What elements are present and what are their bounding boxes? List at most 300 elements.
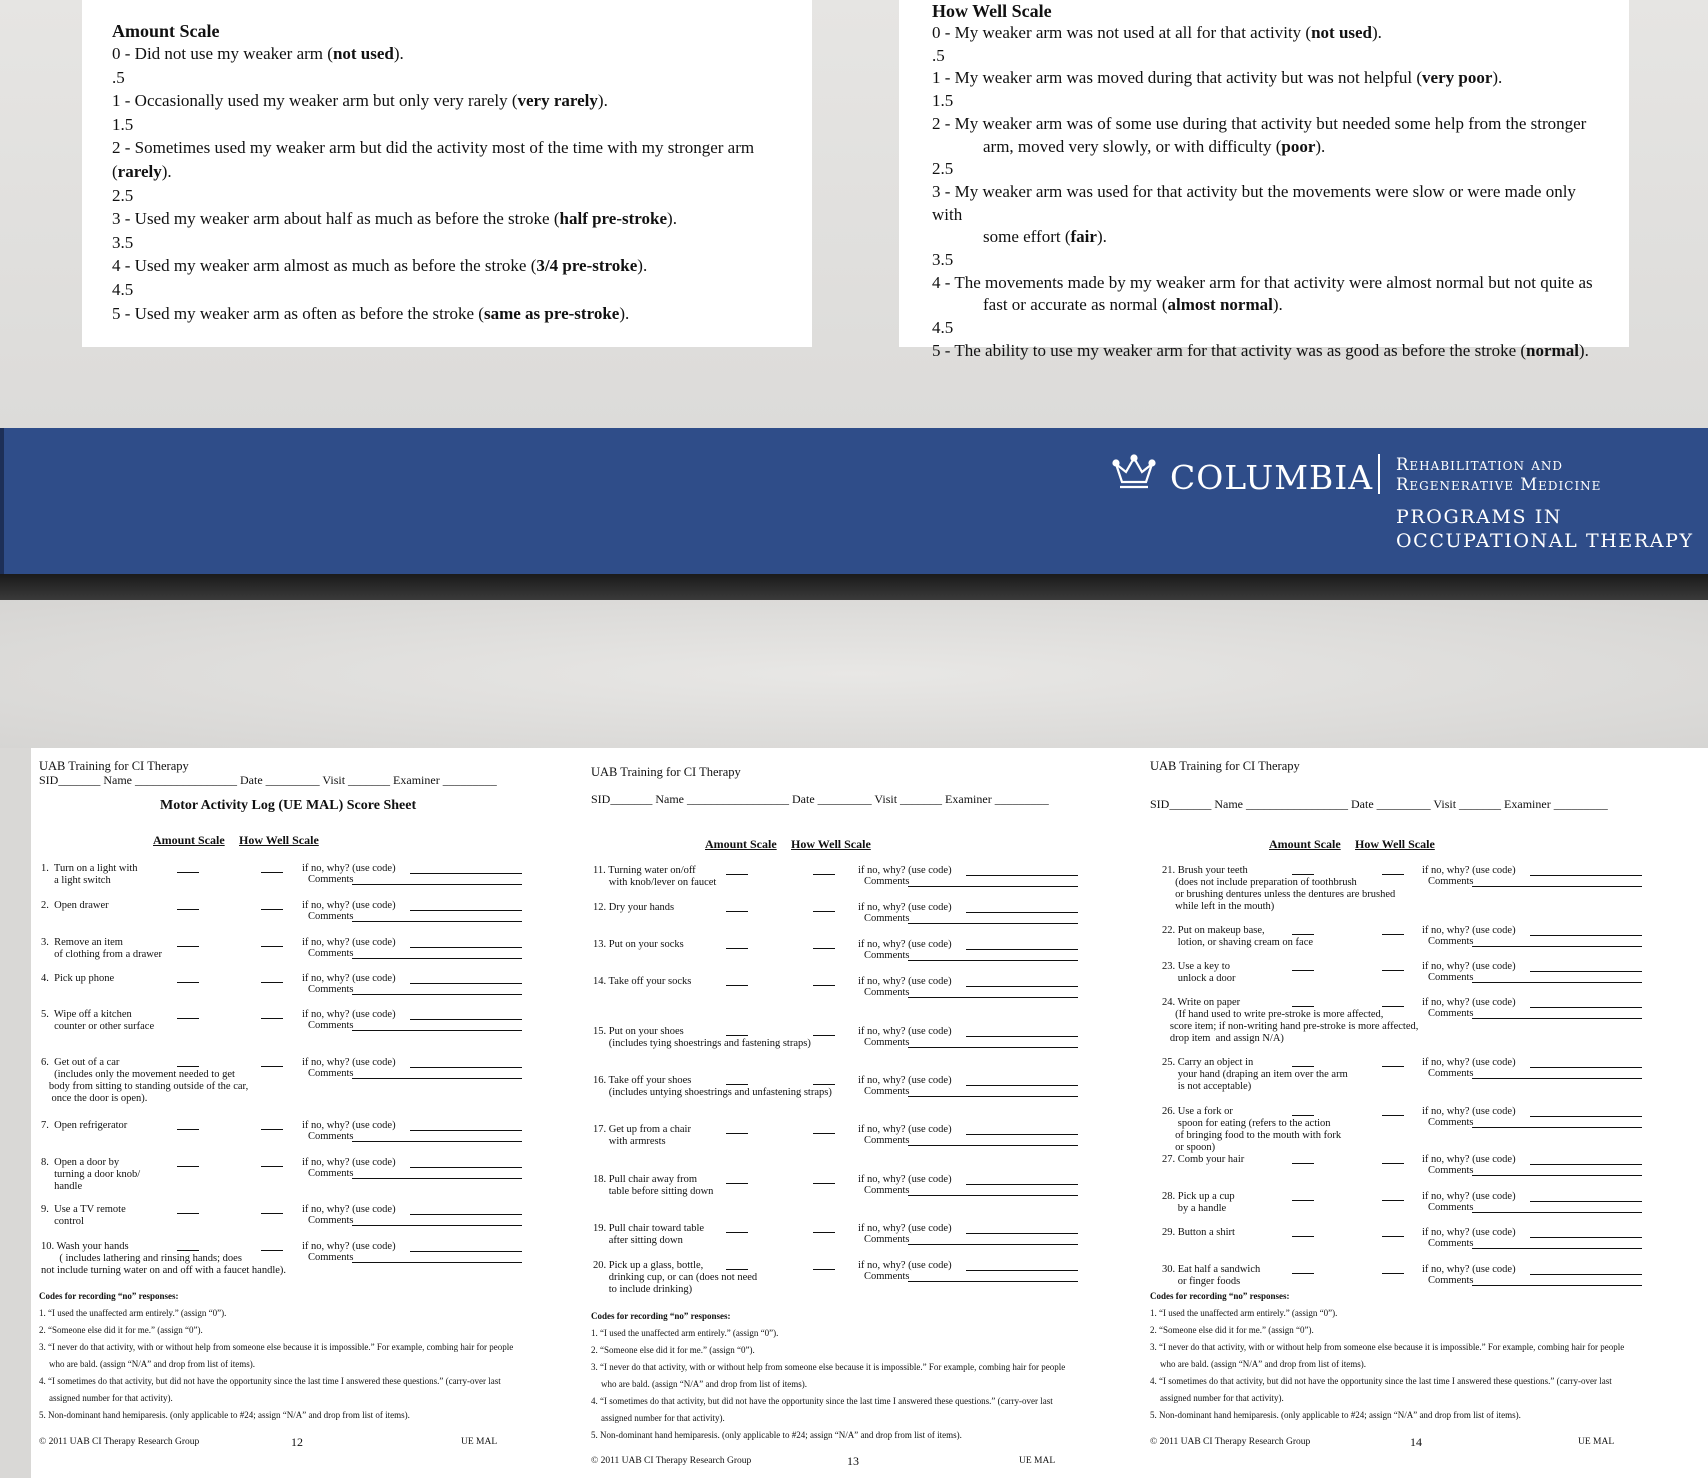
- score-sheet-page-12: [31, 748, 583, 1478]
- activity-item-label: 17. Get up from a chair with armrests: [593, 1124, 691, 1147]
- how-well-scale-line-text: arm, moved very slowly, or with difficulty (: [983, 136, 1282, 156]
- comments-blank[interactable]: [1472, 1018, 1642, 1019]
- form-header-title: UAB Training for CI Therapy: [1150, 759, 1300, 773]
- how-well-scale-line: [932, 294, 1609, 317]
- how-well-scale-line-label: poor: [1281, 136, 1316, 156]
- how-well-score-blank[interactable]: [261, 982, 283, 983]
- comments-blank[interactable]: [1472, 982, 1642, 983]
- program-line-1: PROGRAMS IN: [1396, 506, 1563, 528]
- comments-label: Comments: [308, 1131, 354, 1142]
- how-well-scale-line: [932, 340, 1609, 363]
- if-no-why-blank[interactable]: [410, 947, 522, 948]
- if-no-why-blank[interactable]: [966, 1036, 1078, 1037]
- how-well-scale-line-text: 2 - My weaker arm was of some use during that activity but needed some help from the stronger: [932, 113, 1587, 133]
- if-no-why-label: if no, why? (use code): [1422, 1106, 1516, 1117]
- page-number: 13: [847, 1454, 859, 1468]
- amount-scale-line-label: rarely: [117, 161, 162, 181]
- activity-item-label: 5. Wipe off a kitchen counter or other surface: [41, 1009, 155, 1032]
- amount-score-blank[interactable]: [177, 946, 199, 947]
- code-line: 3. “I never do that activity, with or without help from someone else because it is impossible.” For example, combing hair for people: [39, 1342, 514, 1352]
- no-response-codes: [39, 1288, 569, 1424]
- copyright-footer: © 2011 UAB CI Therapy Research Group: [39, 1437, 200, 1447]
- how-well-score-blank[interactable]: [261, 1018, 283, 1019]
- how-well-score-blank[interactable]: [1382, 970, 1404, 971]
- amount-scale-line: [112, 207, 782, 231]
- amount-score-blank[interactable]: [177, 1066, 199, 1067]
- form-header-fields: SID_______ Name _________________ Date _________ Visit _______ Examiner _________: [591, 792, 1049, 806]
- amount-scale-line-text: 2 - Sometimes used my weaker arm but did the activity most of the time with my stronger arm: [112, 138, 755, 158]
- amount-scale-line: [112, 136, 782, 160]
- amount-score-blank[interactable]: [177, 1018, 199, 1019]
- amount-score-blank[interactable]: [177, 1129, 199, 1130]
- if-no-why-label: if no, why? (use code): [858, 939, 952, 950]
- if-no-why-label: if no, why? (use code): [858, 976, 952, 987]
- comments-blank[interactable]: [908, 1281, 1078, 1282]
- how-well-scale-lines: [932, 22, 1609, 363]
- how-well-score-blank[interactable]: [813, 948, 835, 949]
- comments-label: Comments: [308, 1252, 354, 1263]
- how-well-scale-line-text: fast or accurate as normal (: [983, 295, 1168, 315]
- if-no-why-label: if no, why? (use code): [858, 1174, 952, 1185]
- comments-blank[interactable]: [1472, 1078, 1642, 1079]
- how-well-scale-line-punct: ).: [1315, 136, 1326, 156]
- amount-score-blank[interactable]: [1292, 874, 1314, 875]
- amount-scale-line: [112, 278, 782, 302]
- how-well-scale-line-text: 3.5: [932, 250, 954, 270]
- how-well-score-blank[interactable]: [813, 1232, 835, 1233]
- comments-blank[interactable]: [352, 1078, 522, 1079]
- if-no-why-blank[interactable]: [410, 1019, 522, 1020]
- activity-item-label: 9. Use a TV remote control: [41, 1204, 126, 1227]
- form-header-title: UAB Training for CI Therapy: [39, 759, 189, 773]
- if-no-why-label: if no, why? (use code): [302, 900, 396, 911]
- if-no-why-blank[interactable]: [1530, 1164, 1642, 1165]
- amount-scale-line-label: very rarely: [517, 91, 598, 111]
- how-well-scale-line-text: 4 - The movements made by my weaker arm for that activity were almost normal but not quite as: [932, 272, 1593, 292]
- activity-item-label: 23. Use a key to unlock a door: [1162, 961, 1236, 984]
- if-no-why-blank[interactable]: [410, 1214, 522, 1215]
- amount-score-blank[interactable]: [726, 911, 748, 912]
- if-no-why-label: if no, why? (use code): [302, 937, 396, 948]
- comments-blank[interactable]: [352, 884, 522, 885]
- amount-scale-line: [112, 254, 782, 278]
- if-no-why-blank[interactable]: [410, 873, 522, 874]
- amount-scale-line-label: same as pre-stroke: [483, 303, 620, 323]
- amount-scale-line-text: 1 - Occasionally used my weaker arm but only very rarely (: [112, 91, 518, 111]
- if-no-why-label: if no, why? (use code): [302, 863, 396, 874]
- amount-scale-line: [112, 160, 782, 184]
- if-no-why-label: if no, why? (use code): [302, 1057, 396, 1068]
- if-no-why-label: if no, why? (use code): [858, 1223, 952, 1234]
- how-well-scale-line: [932, 22, 1609, 45]
- code-line: assigned number for that activity).: [601, 1413, 725, 1423]
- amount-scale-line: [112, 66, 782, 90]
- amount-score-blank[interactable]: [1292, 970, 1314, 971]
- comments-blank[interactable]: [352, 1141, 522, 1142]
- comments-blank[interactable]: [908, 960, 1078, 961]
- if-no-why-blank[interactable]: [1530, 971, 1642, 972]
- how-well-score-blank[interactable]: [813, 1133, 835, 1134]
- activity-item-label: 25. Carry an object in your hand (draping an item over the arm is not acceptable): [1162, 1057, 1348, 1092]
- comments-label: Comments: [308, 911, 354, 922]
- comments-label: Comments: [864, 913, 910, 924]
- activity-item-label: 20. Pick up a glass, bottle, drinking cup, or can (does not need to include drinking): [593, 1260, 758, 1295]
- code-line: 1. “I used the unaffected arm entirely.” (assign “0”).: [591, 1328, 779, 1338]
- if-no-why-blank[interactable]: [410, 910, 522, 911]
- if-no-why-blank[interactable]: [1530, 1116, 1642, 1117]
- comments-label: Comments: [1428, 972, 1474, 983]
- amount-score-blank[interactable]: [1292, 1163, 1314, 1164]
- how-well-score-blank[interactable]: [261, 1129, 283, 1130]
- amount-scale-line: [112, 184, 782, 208]
- comments-blank[interactable]: [1472, 1248, 1642, 1249]
- page-number: 12: [291, 1435, 303, 1449]
- if-no-why-blank[interactable]: [1530, 875, 1642, 876]
- amount-score-blank[interactable]: [726, 874, 748, 875]
- amount-score-blank[interactable]: [726, 1133, 748, 1134]
- activity-item-label: 6. Get out of a car (includes only the movement needed to get body from sitting to standing outside of the car, once the door is open).: [41, 1057, 249, 1104]
- comments-label: Comments: [1428, 936, 1474, 947]
- if-no-why-blank[interactable]: [966, 1085, 1078, 1086]
- how-well-scale-line: [932, 45, 1609, 68]
- how-well-scale-line-label: very poor: [1422, 68, 1493, 88]
- how-well-scale-line: [932, 90, 1609, 113]
- amount-scale-line-text: 4.5: [112, 279, 134, 299]
- code-line: 4. “I sometimes do that activity, but did not have the opportunity since the last time I answered these questions.” (carry-over last: [591, 1396, 1053, 1406]
- how-well-scale-line: [932, 272, 1609, 295]
- slide-gap-background: [0, 600, 1708, 748]
- activity-item-label: 11. Turning water on/off with knob/lever on faucet: [593, 865, 717, 888]
- activity-item-label: 16. Take off your shoes (includes untying shoestrings and unfastening straps): [593, 1075, 832, 1098]
- code-line: 2. “Someone else did it for me.” (assign “0”).: [39, 1325, 203, 1335]
- code-line: 1. “I used the unaffected arm entirely.” (assign “0”).: [39, 1308, 227, 1318]
- activity-item-label: 4. Pick up phone: [41, 973, 115, 984]
- how-well-scale-line-label: not used: [1311, 23, 1373, 42]
- how-well-scale-card: [899, 0, 1629, 360]
- how-well-scale-line-label: fair: [1070, 227, 1097, 247]
- if-no-why-blank[interactable]: [1530, 1201, 1642, 1202]
- amount-score-blank[interactable]: [1292, 1006, 1314, 1007]
- comments-blank[interactable]: [352, 1225, 522, 1226]
- how-well-scale-line-label: almost normal: [1167, 295, 1273, 315]
- if-no-why-blank[interactable]: [966, 1233, 1078, 1234]
- amount-score-blank[interactable]: [1292, 1066, 1314, 1067]
- how-well-scale-line: [932, 158, 1609, 181]
- comments-label: Comments: [308, 1020, 354, 1031]
- form-header-fields: SID_______ Name _________________ Date _________ Visit _______ Examiner _________: [1150, 797, 1608, 811]
- copyright-footer: © 2011 UAB CI Therapy Research Group: [591, 1456, 752, 1466]
- amount-score-blank[interactable]: [1292, 1236, 1314, 1237]
- if-no-why-blank[interactable]: [1530, 1237, 1642, 1238]
- how-well-score-blank[interactable]: [261, 872, 283, 873]
- comments-blank[interactable]: [352, 1030, 522, 1031]
- code-line: who are bald. (assign “N/A” and drop from list of items).: [1160, 1359, 1366, 1369]
- how-well-score-blank[interactable]: [1382, 1163, 1404, 1164]
- if-no-why-label: if no, why? (use code): [302, 1241, 396, 1252]
- code-line: 5. Non-dominant hand hemiparesis. (only applicable to #24; assign “N/A” and drop from list of items).: [39, 1410, 410, 1420]
- form-sheet-title: Motor Activity Log (UE MAL) Score Sheet: [160, 798, 417, 813]
- activity-item-label: 28. Pick up a cup by a handle: [1162, 1191, 1235, 1214]
- how-well-score-blank[interactable]: [261, 946, 283, 947]
- code-line: 5. Non-dominant hand hemiparesis. (only applicable to #24; assign “N/A” and drop from list of items).: [591, 1430, 962, 1440]
- amount-scale-line-punct: ).: [393, 44, 404, 63]
- amount-score-blank[interactable]: [1292, 934, 1314, 935]
- if-no-why-label: if no, why? (use code): [1422, 1154, 1516, 1165]
- columbia-wordmark: COLUMBIA: [1170, 458, 1374, 497]
- comments-blank[interactable]: [352, 1262, 522, 1263]
- comments-label: Comments: [1428, 1008, 1474, 1019]
- comments-label: Comments: [308, 1168, 354, 1179]
- code-line: 5. Non-dominant hand hemiparesis. (only applicable to #24; assign “N/A” and drop from list of items).: [1150, 1410, 1521, 1420]
- amount-scale-title: Amount Scale: [112, 21, 220, 41]
- comments-blank[interactable]: [908, 923, 1078, 924]
- comments-label: Comments: [864, 1271, 910, 1282]
- comments-blank[interactable]: [908, 1047, 1078, 1048]
- amount-scale-line: [112, 231, 782, 255]
- how-well-scale-line-punct: ).: [1096, 227, 1107, 247]
- page-number: 14: [1410, 1435, 1422, 1449]
- amount-scale-line-punct: ).: [637, 256, 648, 276]
- code-line: 2. “Someone else did it for me.” (assign “0”).: [1150, 1325, 1314, 1335]
- comments-blank[interactable]: [1472, 1175, 1642, 1176]
- amount-scale-column-header: Amount Scale: [1269, 837, 1341, 851]
- how-well-score-blank[interactable]: [1382, 1115, 1404, 1116]
- if-no-why-blank[interactable]: [410, 1167, 522, 1168]
- how-well-score-blank[interactable]: [813, 1269, 835, 1270]
- amount-scale-line-text: 4 - Used my weaker arm almost as much as before the stroke (: [112, 256, 537, 276]
- how-well-scale-line-punct: ).: [1272, 295, 1283, 315]
- code-line: assigned number for that activity).: [1160, 1393, 1284, 1403]
- how-well-score-blank[interactable]: [261, 1250, 283, 1251]
- comments-blank[interactable]: [908, 1145, 1078, 1146]
- code-line: who are bald. (assign “N/A” and drop from list of items).: [49, 1359, 255, 1369]
- amount-scale-lines: [112, 42, 782, 325]
- if-no-why-label: if no, why? (use code): [302, 973, 396, 984]
- amount-score-blank[interactable]: [726, 1269, 748, 1270]
- amount-scale-column-header: Amount Scale: [705, 837, 777, 851]
- activity-item-label: 2. Open drawer: [41, 900, 109, 911]
- program-name: [1396, 505, 1694, 553]
- comments-blank[interactable]: [908, 997, 1078, 998]
- form-code-footer: UE MAL: [1578, 1437, 1615, 1447]
- if-no-why-blank[interactable]: [410, 1251, 522, 1252]
- if-no-why-blank[interactable]: [966, 949, 1078, 950]
- comments-label: Comments: [864, 1234, 910, 1245]
- how-well-score-blank[interactable]: [1382, 1006, 1404, 1007]
- comments-blank[interactable]: [352, 1178, 522, 1179]
- if-no-why-label: if no, why? (use code): [858, 1124, 952, 1135]
- amount-scale-line-punct: ).: [667, 209, 677, 229]
- if-no-why-blank[interactable]: [1530, 1067, 1642, 1068]
- activity-item-label: 24. Write on paper (If hand used to write pre-stroke is more affected, score item; if non-writing hand pre-stroke is more affected, drop item and assign N/A): [1162, 997, 1419, 1044]
- amount-score-blank[interactable]: [177, 909, 199, 910]
- code-line: 4. “I sometimes do that activity, but did not have the opportunity since the last time I answered these questions.” (carry-over last: [39, 1376, 501, 1386]
- department-name: [1396, 455, 1601, 495]
- comments-blank[interactable]: [908, 1096, 1078, 1097]
- how-well-scale-column-header: How Well Scale: [791, 837, 871, 851]
- how-well-scale-column-header: How Well Scale: [1355, 837, 1435, 851]
- if-no-why-label: if no, why? (use code): [1422, 1264, 1516, 1275]
- code-line: 2. “Someone else did it for me.” (assign “0”).: [591, 1345, 755, 1355]
- amount-score-blank[interactable]: [177, 1166, 199, 1167]
- how-well-score-blank[interactable]: [261, 909, 283, 910]
- amount-score-blank[interactable]: [726, 948, 748, 949]
- amount-scale-line-label: half pre-stroke: [559, 209, 668, 229]
- if-no-why-blank[interactable]: [1530, 1274, 1642, 1275]
- comments-blank[interactable]: [1472, 886, 1642, 887]
- amount-score-blank[interactable]: [1292, 1200, 1314, 1201]
- amount-score-blank[interactable]: [177, 1213, 199, 1214]
- form-header-fields: SID_______ Name _________________ Date _________ Visit _______ Examiner _________: [39, 773, 497, 787]
- comments-label: Comments: [1428, 1165, 1474, 1176]
- amount-scale-line-punct: ).: [161, 161, 172, 181]
- comments-label: Comments: [1428, 1275, 1474, 1286]
- if-no-why-label: if no, why? (use code): [1422, 1057, 1516, 1068]
- how-well-score-blank[interactable]: [813, 1035, 835, 1036]
- if-no-why-blank[interactable]: [410, 1130, 522, 1131]
- activity-item-label: 21. Brush your teeth (does not include preparation of toothbrush or brushing dentures unless the dentures are brushed while left in the mouth): [1162, 865, 1396, 912]
- how-well-score-blank[interactable]: [813, 985, 835, 986]
- if-no-why-blank[interactable]: [410, 983, 522, 984]
- comments-label: Comments: [1428, 1238, 1474, 1249]
- how-well-scale-column-header: How Well Scale: [239, 833, 319, 847]
- amount-score-blank[interactable]: [726, 1183, 748, 1184]
- comments-label: Comments: [864, 1037, 910, 1048]
- if-no-why-blank[interactable]: [966, 912, 1078, 913]
- if-no-why-label: if no, why? (use code): [302, 1120, 396, 1131]
- how-well-scale-line: [932, 317, 1609, 340]
- banner-shadow-strip: [0, 574, 1708, 600]
- how-well-score-blank[interactable]: [1382, 1236, 1404, 1237]
- activity-item-label: 29. Button a shirt: [1162, 1227, 1235, 1238]
- comments-blank[interactable]: [1472, 1127, 1642, 1128]
- crown-icon: [1112, 454, 1156, 492]
- if-no-why-blank[interactable]: [966, 1184, 1078, 1185]
- how-well-score-blank[interactable]: [261, 1166, 283, 1167]
- comments-label: Comments: [864, 1086, 910, 1097]
- how-well-scale-line: [932, 67, 1609, 90]
- comments-label: Comments: [308, 874, 354, 885]
- comments-blank[interactable]: [352, 921, 522, 922]
- comments-label: Comments: [864, 1135, 910, 1146]
- code-line: 4. “I sometimes do that activity, but did not have the opportunity since the last time I answered these questions.” (carry-over last: [1150, 1376, 1612, 1386]
- activity-item-label: 8. Open a door by turning a door knob/ handle: [41, 1157, 141, 1192]
- activity-item-label: 27. Comb your hair: [1162, 1154, 1245, 1165]
- code-line: 1. “I used the unaffected arm entirely.” (assign “0”).: [1150, 1308, 1338, 1318]
- how-well-score-blank[interactable]: [1382, 1200, 1404, 1201]
- if-no-why-blank[interactable]: [1530, 1007, 1642, 1008]
- comments-blank[interactable]: [352, 958, 522, 959]
- if-no-why-label: if no, why? (use code): [1422, 1227, 1516, 1238]
- activity-item-label: 18. Pull chair away from table before sitting down: [593, 1174, 714, 1197]
- if-no-why-blank[interactable]: [1530, 935, 1642, 936]
- amount-score-blank[interactable]: [726, 1035, 748, 1036]
- comments-label: Comments: [1428, 876, 1474, 887]
- amount-scale-line-text: 0 - Did not use my weaker arm (: [112, 44, 333, 63]
- if-no-why-label: if no, why? (use code): [858, 1260, 952, 1271]
- how-well-score-blank[interactable]: [813, 911, 835, 912]
- how-well-score-blank[interactable]: [261, 1213, 283, 1214]
- amount-score-blank[interactable]: [726, 1232, 748, 1233]
- copyright-footer: © 2011 UAB CI Therapy Research Group: [1150, 1437, 1311, 1447]
- comments-blank[interactable]: [1472, 1285, 1642, 1286]
- how-well-scale-line-text: 2.5: [932, 159, 954, 179]
- how-well-scale-line: [932, 249, 1609, 272]
- activity-item-label: 10. Wash your hands ( includes lathering and rinsing hands; does not include turning water on and off with a faucet handle).: [41, 1241, 287, 1276]
- comments-label: Comments: [864, 876, 910, 887]
- code-line: 3. “I never do that activity, with or without help from someone else because it is impossible.” For example, combing hair for people: [1150, 1342, 1625, 1352]
- if-no-why-blank[interactable]: [966, 1270, 1078, 1271]
- if-no-why-blank[interactable]: [966, 1134, 1078, 1135]
- comments-label: Comments: [308, 1068, 354, 1079]
- activity-item-label: 3. Remove an item of clothing from a drawer: [41, 937, 163, 960]
- comments-label: Comments: [308, 1215, 354, 1226]
- how-well-score-blank[interactable]: [813, 1084, 835, 1085]
- amount-score-blank[interactable]: [1292, 1273, 1314, 1274]
- amount-score-blank[interactable]: [726, 1084, 748, 1085]
- if-no-why-label: if no, why? (use code): [858, 865, 952, 876]
- if-no-why-label: if no, why? (use code): [1422, 997, 1516, 1008]
- how-well-score-blank[interactable]: [1382, 874, 1404, 875]
- how-well-score-blank[interactable]: [1382, 934, 1404, 935]
- how-well-score-blank[interactable]: [261, 1066, 283, 1067]
- activity-item-label: 26. Use a fork or spoon for eating (refers to the action of bringing food to the mouth with fork or spoon): [1162, 1106, 1342, 1153]
- amount-score-blank[interactable]: [177, 982, 199, 983]
- activity-item-label: 15. Put on your shoes (includes tying shoestrings and fastening straps): [593, 1026, 811, 1049]
- if-no-why-label: if no, why? (use code): [1422, 865, 1516, 876]
- amount-score-blank[interactable]: [177, 1250, 199, 1251]
- how-well-score-blank[interactable]: [1382, 1273, 1404, 1274]
- activity-item-label: 7. Open refrigerator: [41, 1120, 128, 1131]
- amount-scale-line-text: (: [112, 161, 118, 181]
- comments-blank[interactable]: [908, 1195, 1078, 1196]
- amount-score-blank[interactable]: [726, 985, 748, 986]
- comments-blank[interactable]: [908, 1244, 1078, 1245]
- comments-label: Comments: [864, 950, 910, 961]
- if-no-why-label: if no, why? (use code): [302, 1157, 396, 1168]
- codes-title: Codes for recording “no” responses:: [1150, 1291, 1290, 1301]
- if-no-why-blank[interactable]: [966, 986, 1078, 987]
- comments-label: Comments: [308, 948, 354, 959]
- amount-scale-column-header: Amount Scale: [153, 833, 225, 847]
- how-well-score-blank[interactable]: [813, 1183, 835, 1184]
- no-response-codes: [1150, 1288, 1680, 1424]
- comments-blank[interactable]: [1472, 1212, 1642, 1213]
- comments-label: Comments: [864, 987, 910, 998]
- if-no-why-blank[interactable]: [410, 1067, 522, 1068]
- comments-blank[interactable]: [1472, 946, 1642, 947]
- code-line: 3. “I never do that activity, with or without help from someone else because it is impossible.” For example, combing hair for people: [591, 1362, 1066, 1372]
- if-no-why-label: if no, why? (use code): [1422, 1191, 1516, 1202]
- comments-blank[interactable]: [352, 994, 522, 995]
- how-well-score-blank[interactable]: [1382, 1066, 1404, 1067]
- how-well-scale-line: [932, 226, 1609, 249]
- how-well-scale-line: [932, 136, 1609, 159]
- form-code-footer: UE MAL: [461, 1437, 498, 1447]
- if-no-why-label: if no, why? (use code): [302, 1009, 396, 1020]
- comments-label: Comments: [1428, 1068, 1474, 1079]
- no-response-codes: [591, 1308, 1121, 1444]
- department-line-1: Rehabilitation and: [1396, 455, 1564, 474]
- activity-item-label: 14. Take off your socks: [593, 976, 692, 987]
- how-well-score-blank[interactable]: [813, 874, 835, 875]
- amount-score-blank[interactable]: [177, 872, 199, 873]
- if-no-why-blank[interactable]: [966, 875, 1078, 876]
- amount-score-blank[interactable]: [1292, 1115, 1314, 1116]
- amount-scale-line: [112, 42, 782, 66]
- comments-blank[interactable]: [908, 886, 1078, 887]
- activity-item-label: 1. Turn on a light with a light switch: [41, 863, 138, 886]
